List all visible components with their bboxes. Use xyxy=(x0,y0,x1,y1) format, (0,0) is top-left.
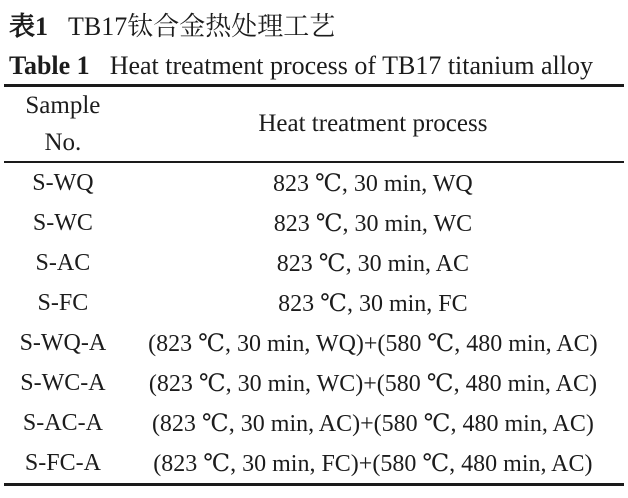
caption-en-title: Heat treatment process of TB17 titanium alloy xyxy=(109,51,593,80)
table-row xyxy=(4,323,624,363)
sample-cell: S-WC-A xyxy=(20,369,106,396)
heat-treatment-table xyxy=(4,84,624,486)
sample-cell: S-WQ-A xyxy=(19,329,107,356)
process-header: Heat treatment process xyxy=(122,86,624,163)
process-cell: (823 ℃, 30 min, AC)+(580 ℃, 480 min, AC) xyxy=(151,410,594,437)
caption-zh-title: TB17钛合金热处理工艺 xyxy=(68,12,336,41)
process-cell: 823 ℃, 30 min, FC xyxy=(278,290,468,317)
process-cell: (823 ℃, 30 min, WQ)+(580 ℃, 480 min, AC) xyxy=(148,330,598,357)
sample-no-header-line1: Sample xyxy=(25,92,101,119)
process-cell: 823 ℃, 30 min, AC xyxy=(276,250,469,277)
table-row xyxy=(4,443,624,485)
header-row xyxy=(4,86,624,163)
process-cell: 823 ℃, 30 min, WQ xyxy=(273,170,473,197)
table-row xyxy=(4,403,624,443)
caption-chinese xyxy=(4,6,624,48)
table-row xyxy=(4,162,624,203)
table-row xyxy=(4,203,624,243)
sample-cell: S-WQ xyxy=(32,169,94,196)
caption-english xyxy=(4,48,624,84)
caption-zh-label: 表1 xyxy=(9,12,49,41)
table-row xyxy=(4,243,624,283)
process-cell: (823 ℃, 30 min, FC)+(580 ℃, 480 min, AC) xyxy=(153,450,593,477)
process-cell: 823 ℃, 30 min, WC xyxy=(273,210,473,237)
sample-cell: S-FC xyxy=(37,289,89,316)
table-row xyxy=(4,363,624,403)
caption-en-label: Table 1 xyxy=(9,51,90,80)
sample-cell: S-WC xyxy=(32,209,93,236)
table-row xyxy=(4,283,624,323)
sample-cell: S-AC xyxy=(35,249,91,276)
sample-cell: S-AC-A xyxy=(22,409,103,436)
sample-no-header xyxy=(4,86,122,163)
process-cell: (823 ℃, 30 min, WC)+(580 ℃, 480 min, AC) xyxy=(148,370,597,397)
sample-no-header-line2: No. xyxy=(44,129,82,156)
sample-cell: S-FC-A xyxy=(24,449,101,476)
